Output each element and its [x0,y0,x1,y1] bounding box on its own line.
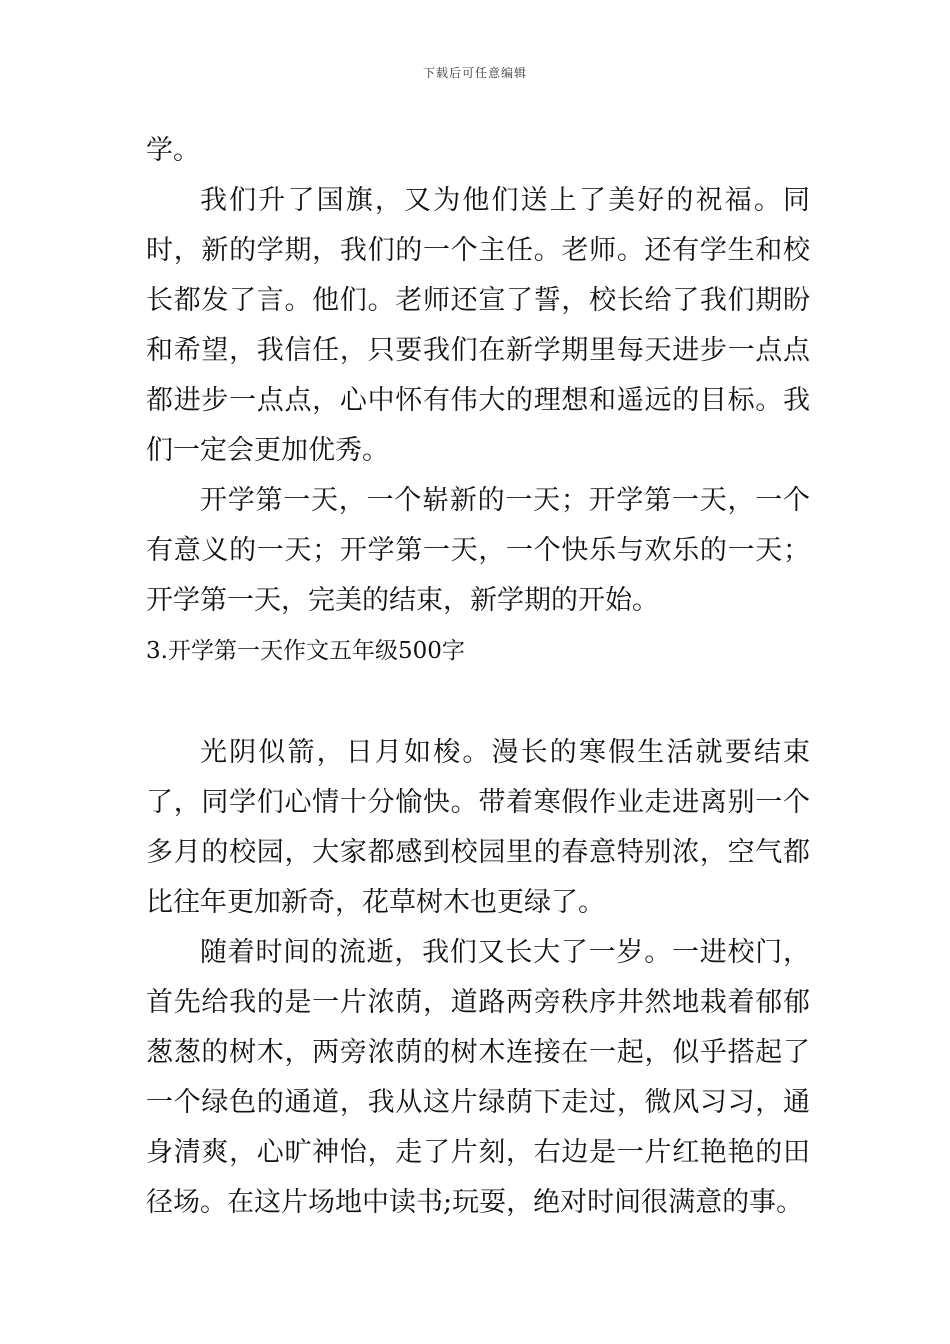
section-spacer [146,676,810,728]
paragraph-first-day: 开学第一天，一个崭新的一天；开学第一天，一个有意义的一天；开学第一天，一个快乐与欢乐的一天；开学第一天，完美的结束，新学期的开始。 [146,485,810,616]
section-heading: 3.开学第一天作文五年级500字 [146,638,465,664]
page-header-note: 下载后可任意编辑 [422,66,527,80]
paragraph-school-gate: 随着时间的流逝，我们又长大了一岁。一进校门，首先给我的是一片浓荫，道路两旁秩序井然地栽着郁郁葱葱的树木，两旁浓荫的树木连接在一起，似乎搭起了一个绿色的通道，我从这片绿荫下走过，微风习习，通身清爽，心旷神怡，走了片刻，右边是一片红艳艳的田径场。在这片场地中读书;玩耍，绝对时间很满意的事。 [146,937,810,1218]
paragraph-continuation: 学。 [146,135,200,166]
paragraph-flag-raising: 我们升了国旗，又为他们送上了美好的祝福。同时，新的学期，我们的一个主任。老师。还有学生和校长都发了言。他们。老师还宣了誓，校长给了我们期盼和希望，我信任，只要我们在新学期里每天进步一点点都进步一点点，心中怀有伟大的理想和遥远的目标。我们一定会更加优秀。 [146,185,810,466]
paragraph-winter-break: 光阴似箭，日月如梭。漫长的寒假生活就要结束了，同学们心情十分愉快。带着寒假作业走进离别一个多月的校园，大家都感到校园里的春意特别浓，空气都比往年更加新奇，花草树木也更绿了。 [146,737,810,918]
document-body [146,126,810,1228]
